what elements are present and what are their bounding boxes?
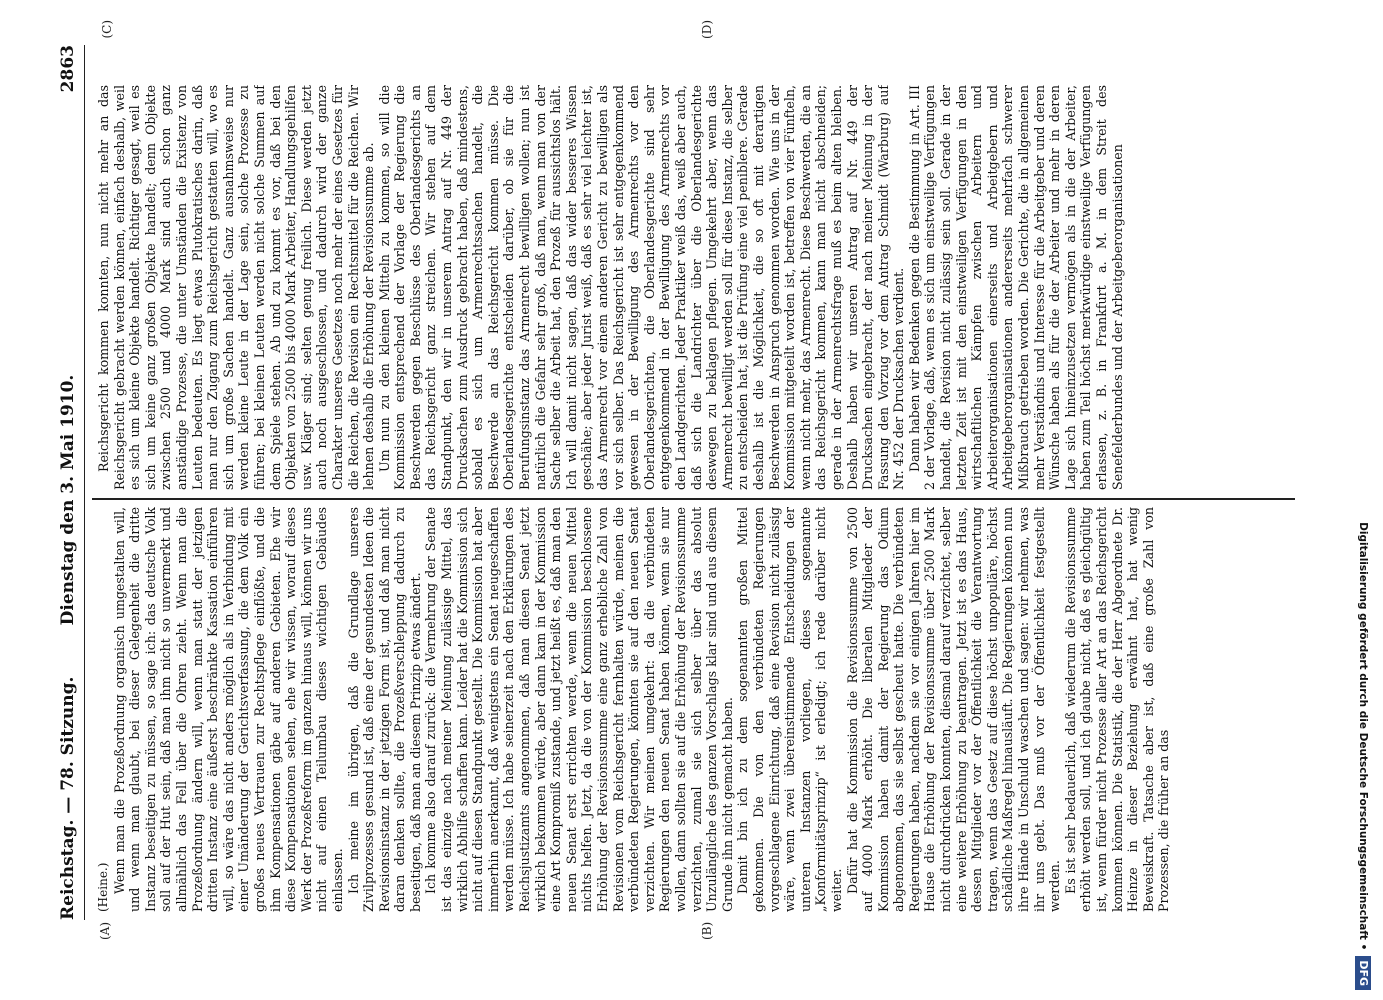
right-text-column — [96, 85, 1295, 490]
paragraph: Reichsgericht kommen konnten, nun nicht mehr an das Reichsgericht gebracht werden können, einfach deshalb, weil es sich um kleine Objekte handelt. Richtiger gesagt, weil es sich um keine ganz großen Objekte handelt; denn Objekte zwischen 2500 und 4000 Mark sind auch schon ganz anständige Prozesse, die unter Umständen die Existenz von Leuten bedeuten. Es liegt etwas Plutokratisches darin, daß man nur den Zugang zum Reichsgericht gestatten will, wo es sich um große Sachen handelt. Ganz ausnahmsweise nur werden kleine Leute in der Lage sein, solche Prozesse zu führen; bei kleinen Leuten werden nicht solche Summen auf dem Spiele stehen. Ab und zu kommt es vor, daß bei den Objekten von 2500 bis 4000 Mark Arbeiter, Handlungsgehilfen usw. Kläger sind; selten genug freilich. Diese werden jetzt auch noch ausgeschlossen, und dadurch wird der ganze Charakter unseres Gesetzes noch mehr der eines Gesetzes für die Reichen, die Revision ein Rechtsmittel für die Reichen. Wir lehnen deshalb die Erhöhung der Revisionssumme ab. — [96, 85, 377, 490]
paragraph: Wenn man die Prozeßordnung organisch umgestalten will, und wenn man glaubt, bei dieser Gelegenheit die dritte Instanz beseitigen zu müssen, so sage ich: das deutsche Volk soll auf der Hut sein, daß man ihm nicht so unvermerkt und allmählich das Fell über die Ohren zieht. Wenn man die Prozeßordnung ändern will, wenn man statt der jetzigen dritten Instanz eine äußerst beschränkte Kassation einführen will, so wäre das nicht anders möglich als in Verbindung mit einer Umänderung der Gerichtsverfassung, die dem Volk ein großes neues Vertrauen zur Rechtspflege einflößte, und die ihm Kompensationen gäbe auf anderen Gebieten. Ehe wir diese Kompensationen sehen, ehe wir wissen, worauf dieses Werk der Prozeßreform im ganzen hinaus will, können wir uns nicht auf einen Teilumbau dieses wichtigen Gebäudes einlassen. — [111, 507, 345, 912]
paragraph: Dafür hat die Kommission die Revisionssumme von 2500 auf 4000 Mark erhöht. Die liberalen Mitglieder der Kommission haben damit der Regierung das Odium abgenommen, das sie selbst gescheut hatte. Die verbündeten Regierungen haben, nachdem sie vor einigen Jahren hier im Hause die Erhöhung der Revisionssumme über 2500 Mark nicht durchdrücken konnten, diesmal darauf verzichtet, selber eine weitere Erhöhung zu beantragen. Jetzt ist es das Haus, dessen Mitglieder vor der Öffentlichkeit die Verantwortung tragen, wenn das Gesetz auf diese höchst unpopuläre, höchst schädliche Maßregel hinausläuft. Die Regierungen können nun ihre Hände in Unschuld waschen und sagen: wir nehmen, was ihr uns gebt. Das muß vor der Öffentlichkeit festgestellt werden. — [844, 507, 1063, 912]
header-rule — [84, 45, 85, 920]
speaker-label: (Heine.) — [96, 862, 110, 912]
running-header-left: Reichstag. — 78. Sitzung. — [58, 676, 78, 920]
paragraph: Ich komme also darauf zurück: die Vermehrung der Senate ist das einzige nach meiner Meinung zulässige Mittel, das wirklich Abhilfe schaffen kann. Leider hat die Kommission sich nicht auf diesen Standpunkt gestellt. Die Kommission hat aber immerhin anerkannt, daß wenigstens ein Senat neugeschaffen werden müsse. Ich habe seinerzeit nach den Erklärungen des Reichsjustizamts angenommen, daß man diesen Senat jetzt wirklich bekommen würde, aber dann kam in der Kommission eine Art Kompromiß zustande, und jetzt heißt es, daß man den neuen Senat erst errichten werde, wenn die neuen Mittel nichts helfen. Jetzt, da die von der Kommission beschlossene Erhöhung der Revisionssumme eine ganz erhebliche Zahl von Revisionen vom Reichsgericht fernhalten würde, meinen die verbündeten Regierungen, könnten sie auf den neuen Senat verzichten. Wir meinen umgekehrt: da die verbündeten Regierungen den neuen Senat haben können, wenn sie nur wollen, dann sollten sie auf die Erhöhung der Revisionssumme verzichten, zumal sie sich selber über das absolut Unzulängliche des ganzen Vorschlags klar sind und aus diesem Grunde ihn nicht gemacht haben. — [423, 507, 735, 912]
digitization-credit — [1352, 10, 1374, 990]
page-number: 2863 — [58, 45, 78, 93]
margin-marker-d: (D) — [700, 20, 714, 39]
digitization-note: Digitalisierung gefördert durch die Deutsche Forschungsgemeinschaft • — [1357, 522, 1369, 951]
left-text-column — [96, 507, 1295, 912]
paragraph: Ich meine im übrigen, daß die Grundlage unseres Zivilprozesses gesund ist, daß eine der gesundesten Ideen die Revisionsinstanz in der jetzigen Form ist, und daß man nicht daran denken sollte, die Prozeßverschleppung dadurch zu beseitigen, daß man an diesem Prinzip etwas ändert. — [345, 507, 423, 912]
margin-marker-b: (B) — [700, 921, 714, 940]
paragraph: Es ist sehr bedauerlich, daß wiederum die Revisionssumme erhöht werden soll, und ich glaube nicht, daß es gleichgültig ist, wenn fürder nicht Prozesse aller Art an das Reichsgericht kommen können. Die Statistik, die der Herr Abgeordnete Dr. Heinze in dieser Beziehung erwähnt hat, hat wenig Beweiskraft. Tatsache aber ist, daß eine große Zahl von Prozessen, die früher an das — [1062, 507, 1172, 912]
running-header-date: Dienstag den 3. Mai 1910. — [58, 374, 78, 626]
margin-marker-c: (C) — [100, 20, 114, 39]
paragraph: Damit bin ich zu dem sogenannten großen Mittel gekommen. Die von den verbündeten Regierungen vorgeschlagene Einrichtung, daß eine Revision nicht zulässig wäre, wenn zwei übereinstimmende Entscheidungen der unteren Instanzen vorliegen, dieses sogenannte „Konformitätsprinzip“ ist erledigt; ich rede darüber nicht weiter. — [735, 507, 844, 912]
column-divider — [92, 498, 1295, 500]
margin-marker-a: (A) — [98, 921, 112, 940]
paragraph: Dann haben wir Bedenken gegen die Bestimmung in Art. III 2 der Vorlage, daß, wenn es sich um einstweilige Verfügungen handelt, die Revision nicht zulässig sein soll. Gerade in der letzten Zeit ist mit den einstweiligen Verfügungen in den wirtschaftlichen Kämpfen zwischen Arbeitern und Arbeiterorganisationen einerseits und Arbeitgebern und Arbeitgeberorganisationen andererseits mehrfach schwerer Mißbrauch getrieben worden. Die Gerichte, die in allgemeinen mehr Verständnis und Interesse für die Arbeitgeber und deren Wünsche haben als für die der Arbeiter und mehr in deren Lage sich hineinzusetzen vermögen als in die der Arbeiter, haben zum Teil höchst merkwürdige einstweilige Verfügungen erlassen, z. B. in Frankfurt a. M. in dem Streit des Senefelderbundes und der Arbeitgeberorganisationen — [906, 85, 1125, 490]
dfg-logo: DFG — [1355, 956, 1371, 990]
paragraph: Um nun zu den kleinen Mitteln zu kommen, so will die Kommission entsprechend der Vorlage der Regierung die Beschwerden gegen Beschlüsse des Oberlandesgerichts an das Reichsgericht ganz streichen. Wir stehen auf dem Standpunkt, den wir in unserem Antrag auf Nr. 449 der Drucksachen zum Ausdruck gebracht haben, daß mindestens, sobald es sich um Armenrechtssachen handelt, die Beschwerde an das Reichsgericht kommen müsse. Die Oberlandesgerichte entscheiden darüber, ob sie für die Berufungsinstanz das Armenrecht bewilligen wollen; nun ist natürlich die Gefahr sehr groß, daß man, wenn man von der Sache selber die Arbeit hat, den Prozeß für aussichtslos hält. Ich will damit nicht sagen, daß das wider besseres Wissen geschähe; aber jeder Jurist weiß, daß es sehr viel leichter ist, das Armenrecht vor einem anderen Gericht zu bewilligen als vor sich selber. Das Reichsgericht ist sehr entgegenkommend gewesen in der Bewilligung des Armenrechts vor den Oberlandesgerichten, die Oberlandesgerichte sind sehr entgegenkommend in der Bewilligung des Armenrechts vor den Landgerichten. Jeder Praktiker weiß das, weiß aber auch, daß sich die Landrichter über die Oberlandesgerichte deswegen zu beklagen pflegen. Umgekehrt aber, wenn das Armenrecht bewilligt werden soll für diese Instanz, die selber zu entscheiden hat, ist die Prüfung eine viel peniblere. Gerade deshalb ist die Möglichkeit, die so oft mit derartigen Beschwerden in Anspruch genommen worden. Wie uns in der Kommission mitgeteilt worden ist, betreffen von vier Fünfteln, wenn nicht mehr, das Armenrecht. Diese Beschwerden, die an das Reichsgericht kommen, kann man nicht abschneiden; gerade in der Armenrechtsfrage muß es beim alten bleiben. Deshalb haben wir unseren Antrag auf Nr. 449 der Drucksachen eingebracht, der nach meiner Meinung in der Fassung den Vorzug vor dem Antrag Schmidt (Warburg) auf Nr. 452 der Drucksachen verdient. — [376, 85, 907, 490]
